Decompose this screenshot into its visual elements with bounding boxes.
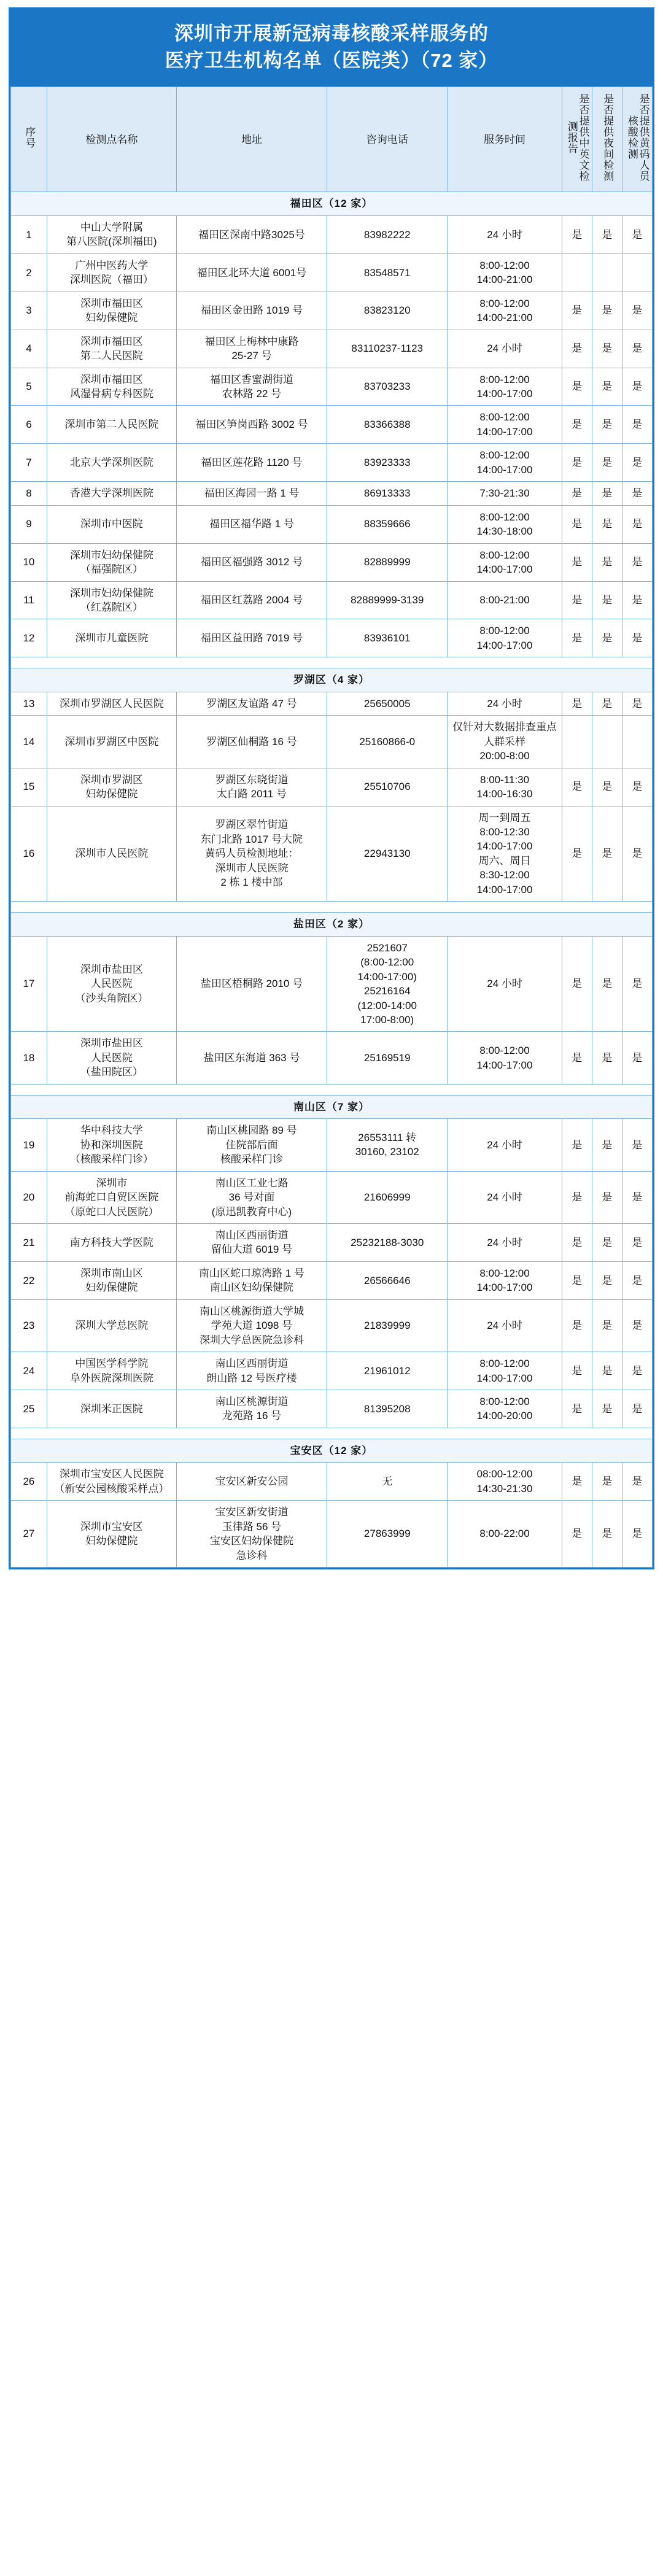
section-spacer-cell: [11, 657, 653, 668]
district-header-row: [11, 913, 653, 936]
row-yellow-code-testing: 是: [622, 215, 652, 253]
row-address: 福田区海园一路 1 号: [176, 482, 327, 505]
row-site-name: 中山大学附属 第八医院(深圳福田): [47, 215, 176, 253]
row-site-name: 深圳市福田区 第二人民医院: [47, 330, 176, 368]
row-address: 南山区桃源街道大学城 学苑大道 1098 号 深圳大学总医院急诊科: [176, 1299, 327, 1352]
row-night-testing: 是: [592, 936, 622, 1032]
row-yellow-code-testing: [622, 716, 652, 768]
row-yellow-code-testing: 是: [622, 292, 652, 330]
row-service-hours: 8:00-11:30 14:00-16:30: [448, 768, 562, 806]
row-night-testing: 是: [592, 806, 622, 902]
row-phone: 21961012: [327, 1352, 448, 1390]
row-phone: 82889999-3139: [327, 581, 448, 619]
row-address: 福田区莲花路 1120 号: [176, 444, 327, 482]
district-header-row: [11, 1095, 653, 1118]
section-spacer-cell: [11, 1084, 653, 1095]
row-phone: 26553111 转 30160, 23102: [327, 1119, 448, 1171]
row-index: 11: [11, 581, 47, 619]
row-address: 罗湖区东晓街道 太白路 2011 号: [176, 768, 327, 806]
row-bilingual-report: 是: [562, 619, 592, 657]
row-bilingual-report: 是: [562, 482, 592, 505]
row-phone: 88359666: [327, 505, 448, 543]
row-night-testing: 是: [592, 1352, 622, 1390]
row-yellow-code-testing: 是: [622, 768, 652, 806]
row-bilingual-report: 是: [562, 1501, 592, 1568]
row-index: 15: [11, 768, 47, 806]
row-yellow-code-testing: 是: [622, 1261, 652, 1299]
row-night-testing: 是: [592, 292, 622, 330]
section-spacer: [11, 1084, 653, 1095]
row-service-hours: 24 小时: [448, 1119, 562, 1171]
table-header: [11, 87, 653, 192]
row-site-name: 深圳市第二人民医院: [47, 406, 176, 444]
table-row: [11, 292, 653, 330]
row-phone: 83923333: [327, 444, 448, 482]
row-bilingual-report: 是: [562, 1390, 592, 1428]
row-yellow-code-testing: 是: [622, 581, 652, 619]
row-night-testing: 是: [592, 444, 622, 482]
table-row: [11, 1390, 653, 1428]
row-night-testing: 是: [592, 368, 622, 406]
row-index: 23: [11, 1299, 47, 1352]
row-night-testing: 是: [592, 1390, 622, 1428]
row-service-hours: 8:00-12:00 14:00-17:00: [448, 406, 562, 444]
table-row: [11, 1501, 653, 1568]
row-address: 罗湖区仙桐路 16 号: [176, 716, 327, 768]
row-service-hours: 08:00-12:00 14:30-21:30: [448, 1463, 562, 1501]
table-row: [11, 768, 653, 806]
row-index: 25: [11, 1390, 47, 1428]
row-phone: 83936101: [327, 619, 448, 657]
row-night-testing: 是: [592, 330, 622, 368]
row-index: 3: [11, 292, 47, 330]
row-index: 6: [11, 406, 47, 444]
row-bilingual-report: 是: [562, 1261, 592, 1299]
row-night-testing: 是: [592, 1501, 622, 1568]
document-title-bar: [10, 9, 653, 87]
row-index: 2: [11, 253, 47, 292]
row-site-name: 深圳市人民医院: [47, 806, 176, 902]
page-title-line1: 深圳市开展新冠病毒核酸采样服务的: [174, 23, 489, 44]
row-bilingual-report: 是: [562, 1171, 592, 1223]
row-service-hours: 24 小时: [448, 1223, 562, 1261]
row-phone: 83548571: [327, 253, 448, 292]
table-row: [11, 1352, 653, 1390]
row-service-hours: 8:00-12:00 14:00-20:00: [448, 1390, 562, 1428]
table-row: [11, 806, 653, 902]
page-root: [0, 7, 663, 2576]
row-address: 福田区金田路 1019 号: [176, 292, 327, 330]
row-service-hours: 周一到周五 8:00-12:30 14:00-17:00 周六、周日 8:30-12:00 14:00-17:00: [448, 806, 562, 902]
row-phone: 25510706: [327, 768, 448, 806]
row-service-hours: 8:00-22:00: [448, 1501, 562, 1568]
row-address: 罗湖区友谊路 47 号: [176, 692, 327, 715]
col-yellow-code-testing: 是否提供黄码人员核酸检测: [622, 87, 652, 192]
row-phone: 25169519: [327, 1032, 448, 1084]
table-row: [11, 1119, 653, 1171]
row-address: 福田区益田路 7019 号: [176, 619, 327, 657]
row-service-hours: 24 小时: [448, 1171, 562, 1223]
row-service-hours: 8:00-12:00 14:00-17:00: [448, 1352, 562, 1390]
row-site-name: 深圳市儿童医院: [47, 619, 176, 657]
table-row: [11, 716, 653, 768]
row-service-hours: 24 小时: [448, 692, 562, 715]
row-yellow-code-testing: 是: [622, 444, 652, 482]
table-row: [11, 1261, 653, 1299]
table-row: [11, 692, 653, 715]
row-index: 12: [11, 619, 47, 657]
row-index: 10: [11, 543, 47, 581]
col-night-testing: 是否提供夜间检测: [592, 87, 622, 192]
row-phone: 86913333: [327, 482, 448, 505]
hospital-list-table: [10, 87, 653, 1568]
row-site-name: 深圳市盐田区 人民医院 （盐田院区）: [47, 1032, 176, 1084]
row-site-name: 中国医学科学院 阜外医院深圳医院: [47, 1352, 176, 1390]
row-index: 13: [11, 692, 47, 715]
page-title-line2: 医疗卫生机构名单（医院类）（72 家）: [165, 50, 498, 72]
row-address: 盐田区东海道 363 号: [176, 1032, 327, 1084]
table-body: [11, 192, 653, 1568]
row-night-testing: [592, 253, 622, 292]
row-index: 20: [11, 1171, 47, 1223]
row-phone: 83703233: [327, 368, 448, 406]
table-row: [11, 215, 653, 253]
row-night-testing: 是: [592, 619, 622, 657]
row-bilingual-report: 是: [562, 330, 592, 368]
district-header-row: [11, 668, 653, 692]
row-address: 福田区福华路 1 号: [176, 505, 327, 543]
row-yellow-code-testing: 是: [622, 1463, 652, 1501]
row-bilingual-report: 是: [562, 936, 592, 1032]
row-yellow-code-testing: 是: [622, 692, 652, 715]
table-row: [11, 1171, 653, 1223]
row-bilingual-report: 是: [562, 215, 592, 253]
district-header-row: [11, 1439, 653, 1462]
row-phone: 83823120: [327, 292, 448, 330]
row-index: 1: [11, 215, 47, 253]
row-bilingual-report: 是: [562, 768, 592, 806]
row-site-name: 北京大学深圳医院: [47, 444, 176, 482]
district-header-row: [11, 192, 653, 215]
row-site-name: 深圳市妇幼保健院 （红荔院区）: [47, 581, 176, 619]
row-bilingual-report: 是: [562, 368, 592, 406]
row-site-name: 深圳大学总医院: [47, 1299, 176, 1352]
row-yellow-code-testing: 是: [622, 482, 652, 505]
table-row: [11, 936, 653, 1032]
row-phone: 2521607 (8:00-12:00 14:00-17:00) 25216164 (12:00-14:00 17:00-8:00): [327, 936, 448, 1032]
col-index: 序号: [11, 87, 47, 192]
row-address: 宝安区新安街道 玉律路 56 号 宝安区妇幼保健院 急诊科: [176, 1501, 327, 1568]
row-bilingual-report: 是: [562, 1463, 592, 1501]
row-night-testing: 是: [592, 1463, 622, 1501]
row-night-testing: 是: [592, 1261, 622, 1299]
row-phone: 21839999: [327, 1299, 448, 1352]
row-site-name: 南方科技大学医院: [47, 1223, 176, 1261]
table-row: [11, 330, 653, 368]
row-bilingual-report: 是: [562, 1223, 592, 1261]
table-row: [11, 505, 653, 543]
row-phone: 81395208: [327, 1390, 448, 1428]
row-yellow-code-testing: [622, 253, 652, 292]
row-bilingual-report: 是: [562, 292, 592, 330]
row-yellow-code-testing: 是: [622, 936, 652, 1032]
row-phone: 21606999: [327, 1171, 448, 1223]
row-yellow-code-testing: 是: [622, 806, 652, 902]
row-site-name: 深圳市罗湖区中医院: [47, 716, 176, 768]
row-address: 福田区笋岗西路 3002 号: [176, 406, 327, 444]
row-site-name: 深圳市 前海蛇口自贸区医院 （原蛇口人民医院）: [47, 1171, 176, 1223]
row-phone: 83110237-1123: [327, 330, 448, 368]
row-night-testing: 是: [592, 1119, 622, 1171]
row-yellow-code-testing: 是: [622, 1119, 652, 1171]
row-site-name: 深圳市宝安区人民医院 （新安公园核酸采样点）: [47, 1463, 176, 1501]
row-site-name: 深圳市罗湖区 妇幼保健院: [47, 768, 176, 806]
row-yellow-code-testing: 是: [622, 505, 652, 543]
row-phone: 22943130: [327, 806, 448, 902]
col-site-name: 检测点名称: [47, 87, 176, 192]
row-bilingual-report: 是: [562, 1299, 592, 1352]
row-index: 8: [11, 482, 47, 505]
row-yellow-code-testing: 是: [622, 1352, 652, 1390]
row-yellow-code-testing: 是: [622, 1171, 652, 1223]
row-address: 福田区上梅林中康路 25-27 号: [176, 330, 327, 368]
row-address: 福田区深南中路3025号: [176, 215, 327, 253]
col-service-hours: 服务时间: [448, 87, 562, 192]
row-service-hours: 8:00-12:00 14:00-17:00: [448, 619, 562, 657]
row-phone: 25232188-3030: [327, 1223, 448, 1261]
row-yellow-code-testing: 是: [622, 1501, 652, 1568]
row-night-testing: 是: [592, 1299, 622, 1352]
col-bilingual-report: 是否提供中英文检测报告: [562, 87, 592, 192]
row-yellow-code-testing: 是: [622, 1299, 652, 1352]
district-header-label: 宝安区（12 家）: [11, 1439, 653, 1462]
row-service-hours: 24 小时: [448, 330, 562, 368]
row-service-hours: 24 小时: [448, 1299, 562, 1352]
row-site-name: 深圳市南山区 妇幼保健院: [47, 1261, 176, 1299]
section-spacer: [11, 902, 653, 913]
table-row: [11, 482, 653, 505]
section-spacer: [11, 657, 653, 668]
row-night-testing: [592, 716, 622, 768]
row-bilingual-report: 是: [562, 505, 592, 543]
row-address: 福田区福强路 3012 号: [176, 543, 327, 581]
row-index: 27: [11, 1501, 47, 1568]
row-site-name: 深圳市福田区 风湿骨病专科医院: [47, 368, 176, 406]
row-address: 南山区桃园路 89 号 住院部后面 核酸采样门诊: [176, 1119, 327, 1171]
row-index: 26: [11, 1463, 47, 1501]
section-spacer-cell: [11, 1428, 653, 1439]
row-bilingual-report: 是: [562, 1352, 592, 1390]
row-yellow-code-testing: 是: [622, 619, 652, 657]
row-address: 宝安区新安公园: [176, 1463, 327, 1501]
table-row: [11, 1223, 653, 1261]
row-bilingual-report: 是: [562, 1032, 592, 1084]
row-address: 福田区香蜜湖街道 农林路 22 号: [176, 368, 327, 406]
section-spacer: [11, 1428, 653, 1439]
row-site-name: 深圳市宝安区 妇幼保健院: [47, 1501, 176, 1568]
row-night-testing: 是: [592, 1171, 622, 1223]
row-phone: 25650005: [327, 692, 448, 715]
row-index: 7: [11, 444, 47, 482]
col-phone: 咨询电话: [327, 87, 448, 192]
row-index: 9: [11, 505, 47, 543]
row-index: 22: [11, 1261, 47, 1299]
row-night-testing: 是: [592, 581, 622, 619]
row-site-name: 深圳市盐田区 人民医院 （沙头角院区）: [47, 936, 176, 1032]
row-bilingual-report: 是: [562, 581, 592, 619]
row-phone: 无: [327, 1463, 448, 1501]
row-phone: 27863999: [327, 1501, 448, 1568]
row-index: 14: [11, 716, 47, 768]
district-header-label: 罗湖区（4 家）: [11, 668, 653, 692]
row-phone: 25160866-0: [327, 716, 448, 768]
row-service-hours: 8:00-12:00 14:00-17:00: [448, 1032, 562, 1084]
row-bilingual-report: 是: [562, 806, 592, 902]
row-address: 南山区蛇口琼湾路 1 号 南山区妇幼保健院: [176, 1261, 327, 1299]
row-index: 16: [11, 806, 47, 902]
row-phone: 82889999: [327, 543, 448, 581]
table-row: [11, 1463, 653, 1501]
row-site-name: 深圳市妇幼保健院 （福强院区）: [47, 543, 176, 581]
row-address: 福田区北环大道 6001号: [176, 253, 327, 292]
row-phone: 83982222: [327, 215, 448, 253]
row-index: 5: [11, 368, 47, 406]
row-bilingual-report: 是: [562, 543, 592, 581]
row-bilingual-report: 是: [562, 406, 592, 444]
row-address: 福田区红荔路 2004 号: [176, 581, 327, 619]
section-spacer-cell: [11, 902, 653, 913]
row-bilingual-report: [562, 716, 592, 768]
row-yellow-code-testing: 是: [622, 406, 652, 444]
row-night-testing: 是: [592, 482, 622, 505]
row-service-hours: 8:00-12:00 14:00-17:00: [448, 1261, 562, 1299]
row-bilingual-report: 是: [562, 692, 592, 715]
table-row: [11, 1032, 653, 1084]
row-index: 21: [11, 1223, 47, 1261]
row-index: 4: [11, 330, 47, 368]
row-bilingual-report: [562, 253, 592, 292]
row-index: 17: [11, 936, 47, 1032]
row-site-name: 深圳米正医院: [47, 1390, 176, 1428]
district-header-label: 福田区（12 家）: [11, 192, 653, 215]
row-address: 南山区西丽街道 留仙大道 6019 号: [176, 1223, 327, 1261]
table-row: [11, 406, 653, 444]
row-site-name: 深圳市中医院: [47, 505, 176, 543]
row-service-hours: 24 小时: [448, 215, 562, 253]
row-night-testing: 是: [592, 692, 622, 715]
row-yellow-code-testing: 是: [622, 330, 652, 368]
row-night-testing: 是: [592, 1032, 622, 1084]
row-night-testing: 是: [592, 1223, 622, 1261]
row-site-name: 香港大学深圳医院: [47, 482, 176, 505]
row-night-testing: 是: [592, 768, 622, 806]
row-address: 盐田区梧桐路 2010 号: [176, 936, 327, 1032]
row-service-hours: 24 小时: [448, 936, 562, 1032]
row-yellow-code-testing: 是: [622, 543, 652, 581]
row-address: 南山区西丽街道 朗山路 12 号医疗楼: [176, 1352, 327, 1390]
table-row: [11, 543, 653, 581]
row-service-hours: 8:00-12:00 14:00-17:00: [448, 444, 562, 482]
row-address: 南山区工业七路 36 号对面 (原迅凯教育中心): [176, 1171, 327, 1223]
row-service-hours: 仅针对大数据排查重点人群采样 20:00-8:00: [448, 716, 562, 768]
row-service-hours: 7:30-21:30: [448, 482, 562, 505]
row-site-name: 广州中医药大学 深圳医院（福田）: [47, 253, 176, 292]
table-row: [11, 1299, 653, 1352]
row-phone: 83366388: [327, 406, 448, 444]
table-row: [11, 444, 653, 482]
table-row: [11, 253, 653, 292]
row-site-name: 深圳市福田区 妇幼保健院: [47, 292, 176, 330]
row-service-hours: 8:00-12:00 14:00-17:00: [448, 543, 562, 581]
row-index: 24: [11, 1352, 47, 1390]
row-yellow-code-testing: 是: [622, 368, 652, 406]
row-service-hours: 8:00-21:00: [448, 581, 562, 619]
document-frame: [9, 7, 654, 1569]
row-yellow-code-testing: 是: [622, 1390, 652, 1428]
table-row: [11, 581, 653, 619]
district-header-label: 南山区（7 家）: [11, 1095, 653, 1118]
table-header-row: [11, 87, 653, 192]
table-row: [11, 368, 653, 406]
col-address: 地址: [176, 87, 327, 192]
row-service-hours: 8:00-12:00 14:00-17:00: [448, 368, 562, 406]
row-yellow-code-testing: 是: [622, 1223, 652, 1261]
row-night-testing: 是: [592, 505, 622, 543]
row-site-name: 深圳市罗湖区人民医院: [47, 692, 176, 715]
row-index: 18: [11, 1032, 47, 1084]
row-service-hours: 8:00-12:00 14:00-21:00: [448, 253, 562, 292]
row-bilingual-report: 是: [562, 444, 592, 482]
row-night-testing: 是: [592, 543, 622, 581]
row-service-hours: 8:00-12:00 14:00-21:00: [448, 292, 562, 330]
row-address: 罗湖区翠竹街道 东门北路 1017 号大院 黄码人员检测地址： 深圳市人民医院 2 栋 1 楼中部: [176, 806, 327, 902]
row-site-name: 华中科技大学 协和深圳医院 （核酸采样门诊）: [47, 1119, 176, 1171]
district-header-label: 盐田区（2 家）: [11, 913, 653, 936]
row-night-testing: 是: [592, 215, 622, 253]
table-row: [11, 619, 653, 657]
row-phone: 26566646: [327, 1261, 448, 1299]
row-address: 南山区桃源街道 龙苑路 16 号: [176, 1390, 327, 1428]
row-index: 19: [11, 1119, 47, 1171]
row-yellow-code-testing: 是: [622, 1032, 652, 1084]
row-bilingual-report: 是: [562, 1119, 592, 1171]
row-night-testing: 是: [592, 406, 622, 444]
row-service-hours: 8:00-12:00 14:30-18:00: [448, 505, 562, 543]
